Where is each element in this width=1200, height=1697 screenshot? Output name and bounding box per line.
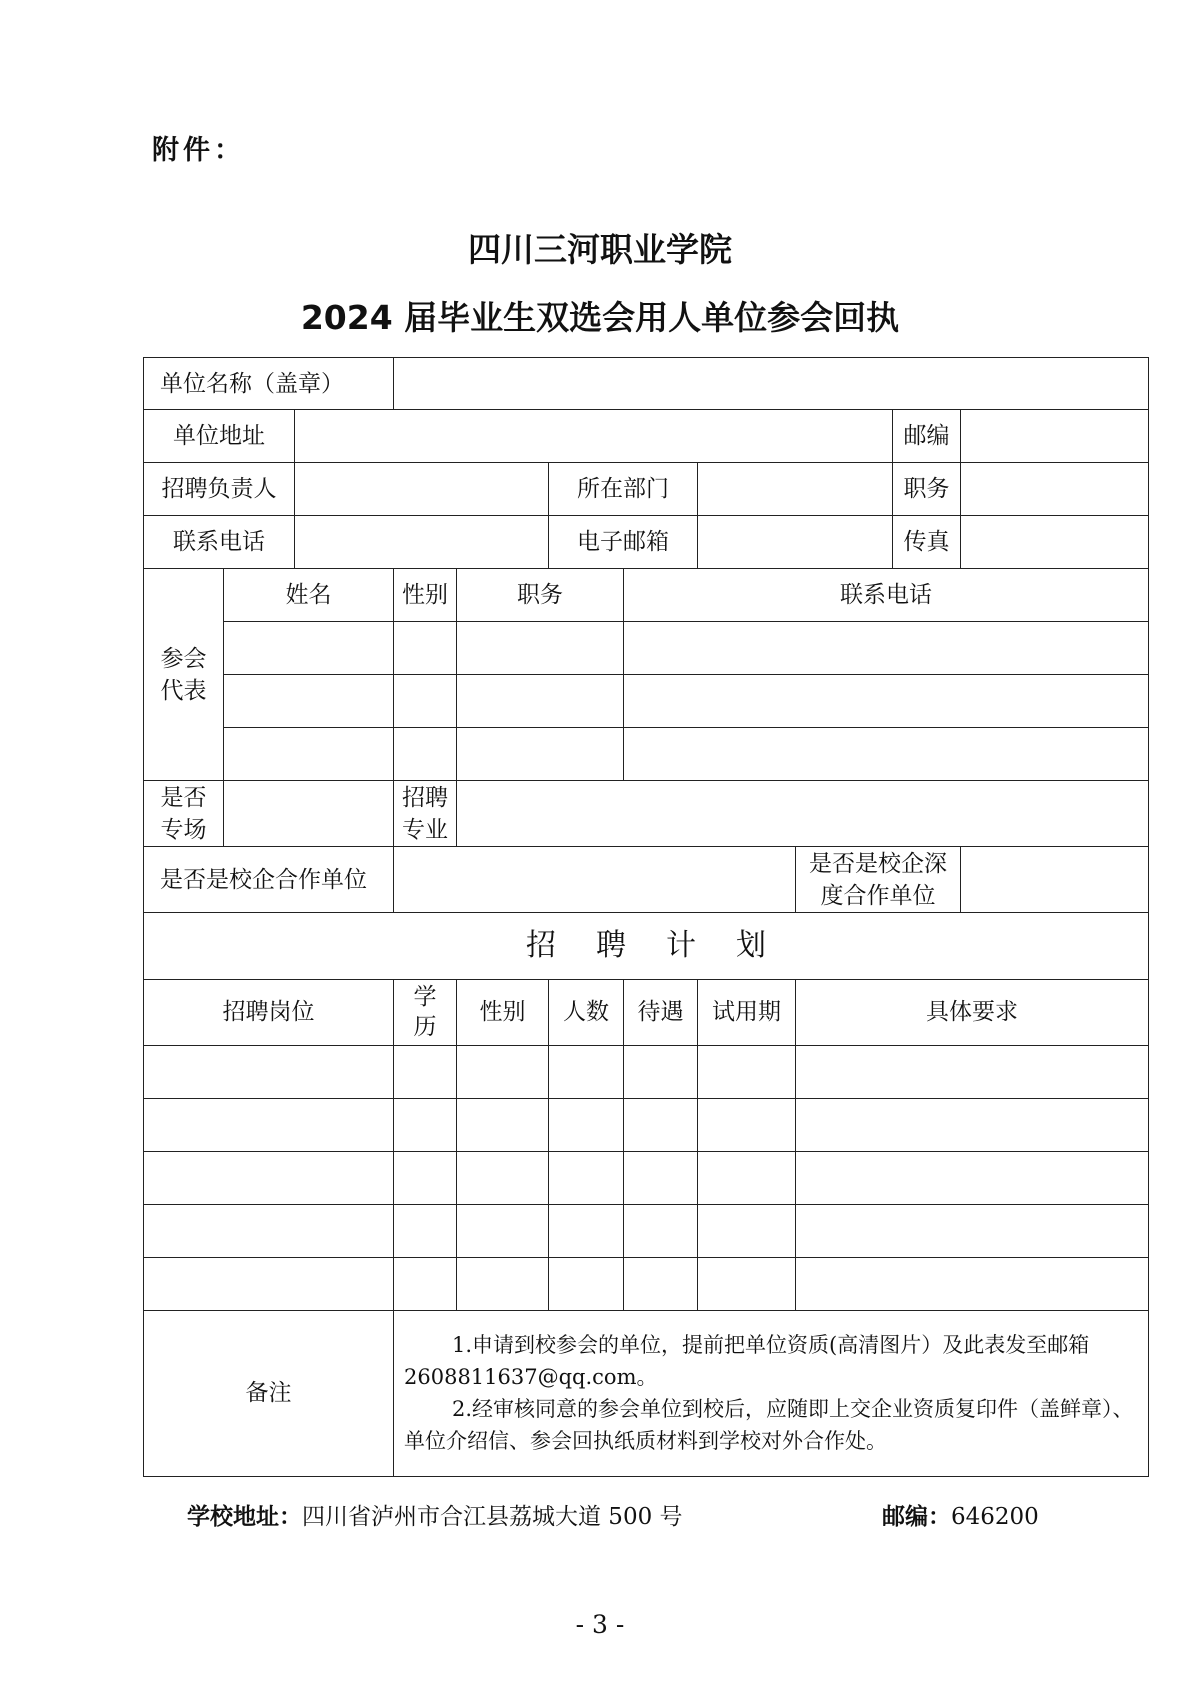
rep-gender-cell[interactable] xyxy=(394,675,457,728)
plan-cell[interactable] xyxy=(549,1098,624,1151)
email-label: 电子邮箱 xyxy=(549,516,698,569)
phone-field[interactable] xyxy=(295,516,549,569)
rep-name-cell[interactable] xyxy=(224,728,394,781)
fax-field[interactable] xyxy=(961,516,1149,569)
plan-header-salary: 待遇 xyxy=(624,979,698,1045)
plan-cell[interactable] xyxy=(457,1098,549,1151)
table-row xyxy=(144,622,1149,675)
recruiter-label: 招聘负责人 xyxy=(144,463,295,516)
rep-phone-cell[interactable] xyxy=(624,675,1149,728)
plan-cell[interactable] xyxy=(457,1204,549,1257)
plan-cell[interactable] xyxy=(624,1098,698,1151)
plan-cell[interactable] xyxy=(144,1098,394,1151)
deep-coop-label: 是否是校企深 度合作单位 xyxy=(796,847,961,913)
plan-cell[interactable] xyxy=(624,1204,698,1257)
rep-header-position: 职务 xyxy=(457,569,624,622)
position-label: 职务 xyxy=(893,463,961,516)
rep-header-gender: 性别 xyxy=(394,569,457,622)
recruiter-field[interactable] xyxy=(295,463,549,516)
plan-header-count: 人数 xyxy=(549,979,624,1045)
notes-content xyxy=(394,1310,1149,1476)
plan-cell[interactable] xyxy=(796,1257,1149,1310)
notes-label: 备注 xyxy=(144,1310,394,1476)
school-address xyxy=(187,1498,683,1531)
plan-cell[interactable] xyxy=(144,1204,394,1257)
plan-header-education: 学历 xyxy=(394,979,457,1045)
school-address-value: 四川省泸州市合江县荔城大道 500 号 xyxy=(302,1504,683,1530)
coop-label: 是否是校企合作单位 xyxy=(144,847,394,913)
rep-position-cell[interactable] xyxy=(457,622,624,675)
table-row xyxy=(144,1098,1149,1151)
page-number: - 3 - xyxy=(575,1610,625,1639)
table-row xyxy=(144,1257,1149,1310)
table-row xyxy=(144,1151,1149,1204)
plan-cell[interactable] xyxy=(698,1151,796,1204)
plan-cell[interactable] xyxy=(796,1098,1149,1151)
page-subtitle: 2024 届毕业生双选会用人单位参会回执 xyxy=(300,298,900,337)
note-2: 2.经审核同意的参会单位到校后，应随即上交企业资质复印件（盖鲜章）、单位介绍信、参会回执纸质材料到学校对外合作处。 xyxy=(404,1397,1134,1454)
plan-cell[interactable] xyxy=(698,1045,796,1098)
deep-coop-field[interactable] xyxy=(961,847,1149,913)
plan-cell[interactable] xyxy=(394,1151,457,1204)
plan-header-gender: 性别 xyxy=(457,979,549,1045)
plan-cell[interactable] xyxy=(144,1151,394,1204)
phone-label: 联系电话 xyxy=(144,516,295,569)
rep-position-cell[interactable] xyxy=(457,728,624,781)
plan-cell[interactable] xyxy=(549,1045,624,1098)
rep-name-cell[interactable] xyxy=(224,622,394,675)
plan-cell[interactable] xyxy=(549,1257,624,1310)
plan-cell[interactable] xyxy=(698,1204,796,1257)
plan-cell[interactable] xyxy=(796,1151,1149,1204)
plan-cell[interactable] xyxy=(394,1098,457,1151)
table-row xyxy=(144,1204,1149,1257)
special-session-field[interactable] xyxy=(224,781,394,847)
plan-cell[interactable] xyxy=(698,1257,796,1310)
plan-cell[interactable] xyxy=(698,1098,796,1151)
table-row xyxy=(144,675,1149,728)
plan-header-requirements: 具体要求 xyxy=(796,979,1149,1045)
plan-header-probation: 试用期 xyxy=(698,979,796,1045)
registration-form xyxy=(143,357,1149,1477)
email-field[interactable] xyxy=(698,516,893,569)
plan-cell[interactable] xyxy=(624,1257,698,1310)
plan-cell[interactable] xyxy=(796,1204,1149,1257)
plan-cell[interactable] xyxy=(624,1045,698,1098)
plan-cell[interactable] xyxy=(549,1204,624,1257)
plan-cell[interactable] xyxy=(394,1045,457,1098)
school-postcode xyxy=(882,1498,1039,1531)
postcode-label: 邮编 xyxy=(893,410,961,463)
fax-label: 传真 xyxy=(893,516,961,569)
unit-address-label: 单位地址 xyxy=(144,410,295,463)
rep-header-name: 姓名 xyxy=(224,569,394,622)
table-row xyxy=(144,1045,1149,1098)
department-field[interactable] xyxy=(698,463,893,516)
department-label: 所在部门 xyxy=(549,463,698,516)
school-postcode-value: 646200 xyxy=(951,1504,1039,1530)
coop-field[interactable] xyxy=(394,847,796,913)
plan-header-post: 招聘岗位 xyxy=(144,979,394,1045)
plan-cell[interactable] xyxy=(144,1045,394,1098)
rep-section-label: 参会 代表 xyxy=(144,569,224,781)
postcode-field[interactable] xyxy=(961,410,1149,463)
plan-cell[interactable] xyxy=(549,1151,624,1204)
recruit-major-field[interactable] xyxy=(457,781,1149,847)
rep-name-cell[interactable] xyxy=(224,675,394,728)
plan-cell[interactable] xyxy=(457,1151,549,1204)
unit-name-label: 单位名称（盖章） xyxy=(144,358,394,410)
recruitment-plan-title: 招聘计划 xyxy=(144,913,1149,979)
rep-phone-cell[interactable] xyxy=(624,622,1149,675)
school-address-label: 学校地址： xyxy=(187,1503,302,1530)
page-title: 四川三河职业学院 xyxy=(468,230,732,269)
rep-position-cell[interactable] xyxy=(457,675,624,728)
position-field[interactable] xyxy=(961,463,1149,516)
table-row xyxy=(144,728,1149,781)
special-session-label: 是否 专场 xyxy=(144,781,224,847)
plan-cell[interactable] xyxy=(796,1045,1149,1098)
rep-gender-cell[interactable] xyxy=(394,728,457,781)
plan-cell[interactable] xyxy=(394,1204,457,1257)
plan-cell[interactable] xyxy=(144,1257,394,1310)
school-postcode-label: 邮编： xyxy=(882,1503,951,1530)
recruit-major-label: 招聘 专业 xyxy=(394,781,457,847)
plan-cell[interactable] xyxy=(457,1257,549,1310)
plan-cell[interactable] xyxy=(457,1045,549,1098)
unit-address-field[interactable] xyxy=(295,410,893,463)
rep-phone-cell[interactable] xyxy=(624,728,1149,781)
unit-name-field[interactable] xyxy=(394,358,1149,410)
rep-gender-cell[interactable] xyxy=(394,622,457,675)
attachment-label: 附件： xyxy=(152,135,245,166)
note-1: 1.申请到校参会的单位，提前把单位资质(高清图片）及此表发至邮箱 2608811637@qq.com。 xyxy=(404,1333,1090,1390)
plan-cell[interactable] xyxy=(394,1257,457,1310)
rep-header-phone: 联系电话 xyxy=(624,569,1149,622)
plan-cell[interactable] xyxy=(624,1151,698,1204)
